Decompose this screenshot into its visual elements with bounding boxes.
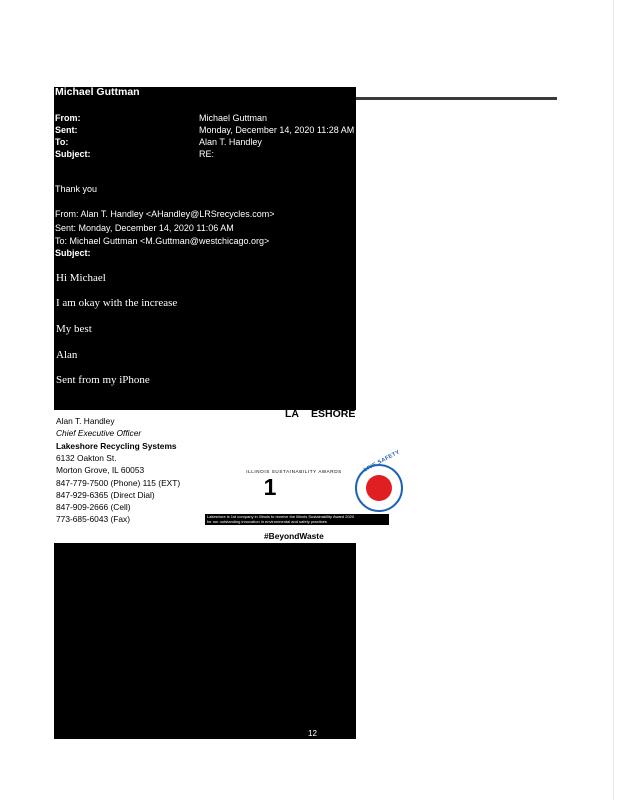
company-logo: LA ESHORE <box>285 408 356 420</box>
page-edge-line <box>613 0 614 800</box>
signature-fax: 773-685-6043 (Fax) <box>56 514 131 524</box>
sent-value: Monday, December 14, 2020 11:28 AM <box>199 125 355 135</box>
message-footer: Sent from my iPhone <box>56 374 150 386</box>
sent-label: Sent: <box>55 125 78 135</box>
lower-redacted-block <box>54 543 356 739</box>
award-title: ILLINOIS SUSTAINABILITY AWARDS <box>246 469 342 474</box>
header-rule <box>356 97 557 100</box>
award-rank: 1 <box>263 474 277 500</box>
sender-heading: Michael Guttman <box>55 86 140 98</box>
email-redacted-block <box>54 87 356 410</box>
award-banner <box>205 514 389 525</box>
banner-line-1: Lakeshore is 1st company in Illinois to receive the Illinois Sustainability Award 2020 <box>207 514 355 519</box>
from-label: From: <box>55 113 81 123</box>
quoted-sent: Sent: Monday, December 14, 2020 11:06 AM <box>55 223 234 233</box>
page-number: 12 <box>308 729 317 738</box>
live-safety-badge-icon <box>355 449 403 512</box>
to-value: Alan T. Handley <box>199 137 262 147</box>
badge-text: LIVE SAFETY <box>363 449 402 474</box>
message-greeting: Hi Michael <box>56 272 106 284</box>
signature-address2: Morton Grove, IL 60053 <box>56 465 145 475</box>
banner-line-2: for our outstanding innovation in environmental and safety practices <box>207 519 327 524</box>
message-name: Alan <box>56 349 78 361</box>
subject-label: Subject: <box>55 149 91 159</box>
message-closing: My best <box>56 323 92 335</box>
from-value: Michael Guttman <box>199 113 268 123</box>
to-label: To: <box>55 137 69 147</box>
quoted-from: From: Alan T. Handley <AHandley@LRSrecycles.com> <box>55 209 275 219</box>
subject-value: RE: <box>199 149 215 159</box>
signature-company: Lakeshore Recycling Systems <box>56 441 177 451</box>
hashtag: #BeyondWaste <box>264 531 324 541</box>
quoted-to: To: Michael Guttman <M.Guttman@westchicago.org> <box>55 236 270 246</box>
signature-address1: 6132 Oakton St. <box>56 453 117 463</box>
signature-name: Alan T. Handley <box>56 416 115 426</box>
signature-direct: 847-929-6365 (Direct Dial) <box>56 490 155 500</box>
signature-panel <box>54 408 402 543</box>
signature-cell: 847-909-2666 (Cell) <box>56 502 131 512</box>
badge-center <box>366 475 392 501</box>
signature-phone: 847-779-7500 (Phone) 115 (EXT) <box>56 478 181 488</box>
reply-body: Thank you <box>55 184 98 194</box>
quoted-subject: Subject: <box>55 248 91 258</box>
signature-title: Chief Executive Officer <box>56 428 142 438</box>
message-line: I am okay with the increase <box>56 297 178 309</box>
